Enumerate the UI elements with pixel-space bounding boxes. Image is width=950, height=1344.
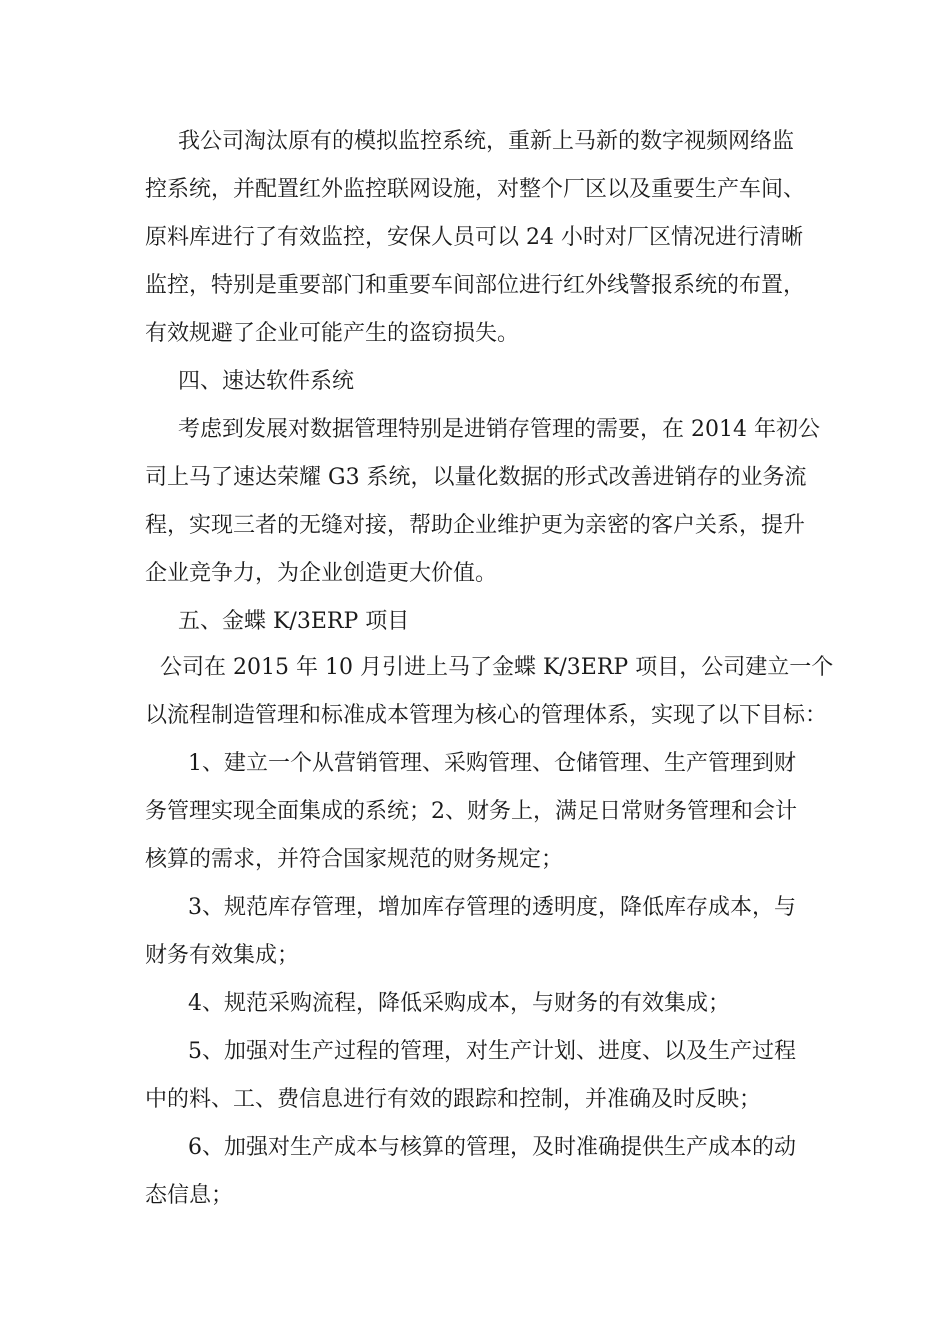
list-item-line: 1、建立一个从营销管理、采购管理、仓储管理、生产管理到财: [188, 751, 796, 776]
list-item-line: 6、加强对生产成本与核算的管理，及时准确提供生产成本的动: [188, 1135, 796, 1160]
paragraph-line: 我公司淘汰原有的模拟监控系统，重新上马新的数字视频网络监: [178, 129, 795, 154]
paragraph-line: 原料库进行了有效监控，安保人员可以 24 小时对厂区情况进行清晰: [145, 225, 803, 250]
paragraph-line: 企业竞争力，为企业创造更大价值。: [145, 561, 498, 586]
section-heading: 五、金蝶 K/3ERP 项目: [178, 609, 410, 634]
paragraph-line: 监控，特别是重要部门和重要车间部位进行红外线警报系统的布置，: [145, 273, 806, 298]
list-item-line: 务管理实现全面集成的系统；2、财务上，满足日常财务管理和会计: [145, 799, 797, 824]
paragraph-line: 考虑到发展对数据管理特别是进销存管理的需要，在 2014 年初公: [178, 417, 820, 442]
paragraph-line: 有效规避了企业可能产生的盗窃损失。: [145, 321, 520, 346]
list-item-line: 中的料、工、费信息进行有效的跟踪和控制，并准确及时反映；: [145, 1087, 762, 1112]
paragraph-line: 以流程制造管理和标准成本管理为核心的管理体系，实现了以下目标：: [145, 703, 828, 728]
list-item-line: 财务有效集成；: [145, 943, 300, 968]
list-item-line: 核算的需求，并符合国家规范的财务规定；: [145, 847, 564, 872]
list-item-line: 态信息；: [145, 1183, 234, 1208]
paragraph-line: 程，实现三者的无缝对接，帮助企业维护更为亲密的客户关系，提升: [145, 513, 806, 538]
paragraph-line: 控系统，并配置红外监控联网设施，对整个厂区以及重要生产车间、: [145, 177, 806, 202]
list-item-line: 4、规范采购流程，降低采购成本，与财务的有效集成；: [188, 991, 730, 1016]
paragraph-line: 公司在 2015 年 10 月引进上马了金蝶 K/3ERP 项目，公司建立一个: [160, 655, 834, 680]
paragraph-line: 司上马了速达荣耀 G3 系统，以量化数据的形式改善进销存的业务流: [145, 465, 807, 490]
section-heading: 四、速达软件系统: [178, 369, 355, 394]
list-item-line: 5、加强对生产过程的管理，对生产计划、进度、以及生产过程: [188, 1039, 796, 1064]
list-item-line: 3、规范库存管理，增加库存管理的透明度，降低库存成本，与: [188, 895, 796, 920]
